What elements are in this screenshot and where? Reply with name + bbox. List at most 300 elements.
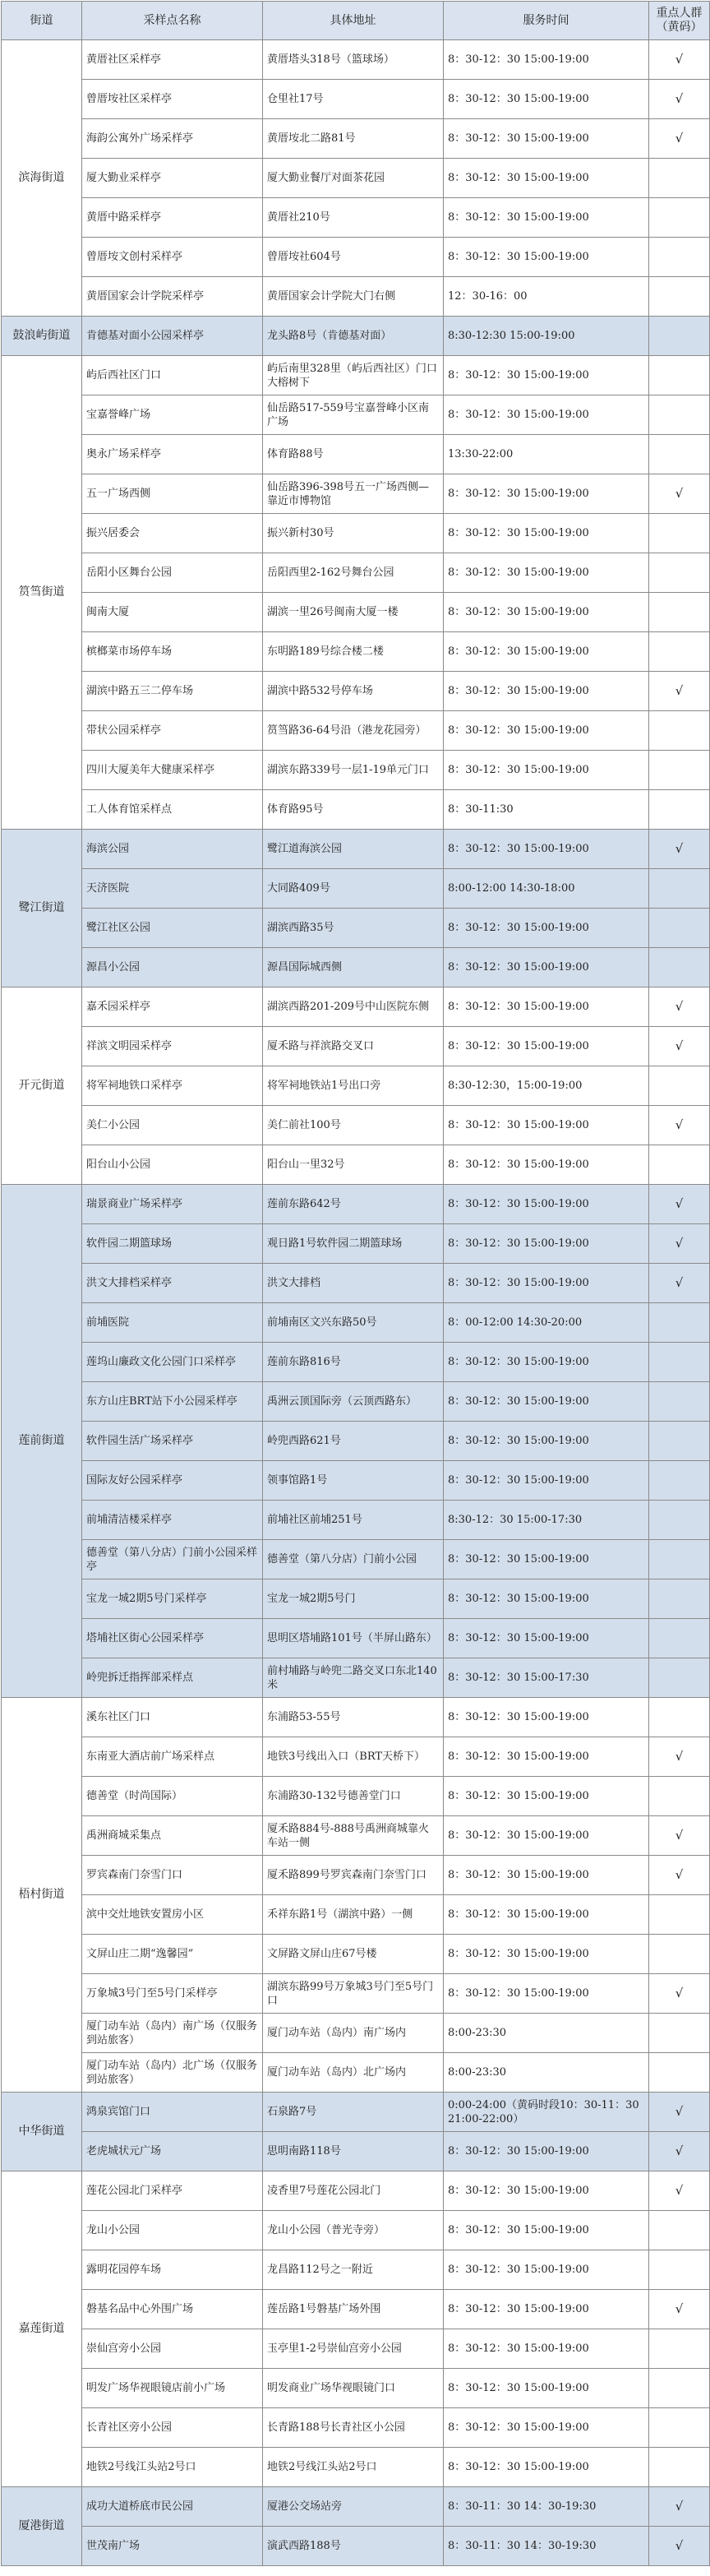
address-cell: 厦大勤业餐厅对面茶花园	[263, 159, 444, 198]
address-cell: 振兴新村30号	[263, 514, 444, 553]
hours-cell: 8：30-12：30 15:00-19:00	[444, 632, 649, 672]
key-group-mark	[649, 198, 710, 238]
site-name-cell: 莲花公园北门采样亭	[82, 2171, 263, 2211]
address-cell: 体育路95号	[263, 790, 444, 830]
table-row	[2, 2171, 710, 2211]
site-name-cell: 滨中交灶地铁安置房小区	[82, 1895, 263, 1935]
table-row	[2, 356, 710, 395]
key-group-mark	[649, 2014, 710, 2053]
site-name-cell: 莲坞山廉政文化公园门口采样亭	[82, 1343, 263, 1382]
street-name-cell: 筼筜街道	[2, 356, 82, 830]
site-name-cell: 罗宾森南门奈雪门口	[82, 1856, 263, 1895]
hours-cell: 8：30-12：30 15:00-19:00	[444, 1619, 649, 1658]
hours-cell: 8：30-12：30 15:00-19:00	[444, 119, 649, 159]
col-header-street: 街道	[2, 2, 82, 40]
site-name-cell: 软件园生活广场采样亭	[82, 1422, 263, 1461]
site-name-cell: 鸿泉宾馆门口	[82, 2093, 263, 2132]
address-cell: 观日路1号软件园二期篮球场	[263, 1224, 444, 1264]
street-name-cell: 鼓浪屿街道	[2, 317, 82, 356]
site-name-cell: 宝嘉誉峰广场	[82, 395, 263, 435]
site-name-cell: 曾厝垵社区采样亭	[82, 80, 263, 119]
site-name-cell: 带状公园采样亭	[82, 711, 263, 751]
hours-cell: 8：30-12：30 15:00-19:00	[444, 1382, 649, 1422]
table-row	[2, 1658, 710, 1698]
site-name-cell: 岭兜拆迁指挥部采样点	[82, 1658, 263, 1698]
address-cell: 阳台山一里32号	[263, 1145, 444, 1185]
hours-cell: 0:00-24:00（黄码时段10：30-11：30 21:00-22:00）	[444, 2093, 649, 2132]
hours-cell: 8：30-12：30 15:00-19:00	[444, 1106, 649, 1145]
site-name-cell: 天济医院	[82, 869, 263, 909]
hours-cell: 8：30-12：30 15:00-19:00	[444, 2171, 649, 2211]
site-name-cell: 海滨公园	[82, 830, 263, 869]
table-row	[2, 1264, 710, 1303]
hours-cell: 8：30-12：30 15:00-19:00	[444, 1224, 649, 1264]
address-cell: 宝龙一城2期5号门	[263, 1579, 444, 1619]
hours-cell: 8：30-12：30 15:00-19:00	[444, 1264, 649, 1303]
table-row	[2, 2290, 710, 2329]
hours-cell: 8：30-12：30 15:00-19:00	[444, 751, 649, 790]
address-cell: 筼筜路36-64号沿（港龙花园旁）	[263, 711, 444, 751]
table-row	[2, 2053, 710, 2093]
table-row	[2, 2369, 710, 2408]
site-name-cell: 龙山小公园	[82, 2211, 263, 2250]
table-row	[2, 2211, 710, 2250]
hours-cell: 8：30-12：30 15:00-19:00	[444, 2290, 649, 2329]
address-cell: 曾厝垵社604号	[263, 238, 444, 277]
site-name-cell: 美仁小公园	[82, 1106, 263, 1145]
address-cell: 湖滨西路201-209号中山医院东侧	[263, 987, 444, 1027]
table-row	[2, 238, 710, 277]
address-cell: 湖滨东路99号万象城3号门至5号门口	[263, 1974, 444, 2014]
table-row	[2, 1501, 710, 1540]
address-cell: 前埔南区文兴东路50号	[263, 1303, 444, 1343]
key-group-mark	[649, 909, 710, 948]
address-cell: 湖滨中路532号停车场	[263, 672, 444, 711]
table-row	[2, 1461, 710, 1501]
site-name-cell: 工人体育馆采样点	[82, 790, 263, 830]
key-group-mark	[649, 553, 710, 593]
site-name-cell: 嘉禾园采样亭	[82, 987, 263, 1027]
table-row	[2, 2527, 710, 2566]
site-name-cell: 源昌小公园	[82, 948, 263, 987]
site-name-cell: 黄厝社区采样亭	[82, 40, 263, 80]
hours-cell: 8：30-12：30 15:00-17:30	[444, 1658, 649, 1698]
table-row	[2, 1777, 710, 1816]
key-group-mark: √	[649, 1106, 710, 1145]
key-group-mark	[649, 2369, 710, 2408]
hours-cell: 8：30-12：30 15:00-19:00	[444, 1461, 649, 1501]
key-group-mark: √	[649, 2132, 710, 2171]
hours-cell: 8：30-12：30 15:00-19:00	[444, 2132, 649, 2171]
key-group-mark: √	[649, 1264, 710, 1303]
street-name-cell: 莲前街道	[2, 1185, 82, 1698]
key-group-mark: √	[649, 40, 710, 80]
key-group-mark	[649, 1935, 710, 1974]
site-name-cell: 阳台山小公园	[82, 1145, 263, 1185]
hours-cell: 8：30-12：30 15:00-19:00	[444, 1737, 649, 1777]
table-row	[2, 2329, 710, 2369]
hours-cell: 8：30-12：30 15:00-19:00	[444, 830, 649, 869]
site-name-cell: 德善堂（第八分店）门前小公园采样亭	[82, 1540, 263, 1579]
site-name-cell: 东南亚大酒店前广场采样点	[82, 1737, 263, 1777]
table-row	[2, 2487, 710, 2527]
key-group-mark	[649, 1777, 710, 1816]
col-header-hours: 服务时间	[444, 2, 649, 40]
hours-cell: 8：30-12：30 15:00-19:00	[444, 1816, 649, 1856]
hours-cell: 8:30-12:30，15:00-19:00	[444, 1066, 649, 1106]
site-name-cell: 屿后西社区门口	[82, 356, 263, 395]
table-row	[2, 159, 710, 198]
address-cell: 前村埔路与岭兜二路交叉口东北140米	[263, 1658, 444, 1698]
site-name-cell: 四川大厦美年大健康采样亭	[82, 751, 263, 790]
hours-cell: 8:00-12:00 14:30-18:00	[444, 869, 649, 909]
address-cell: 厦禾路899号罗宾森南门奈雪门口	[263, 1856, 444, 1895]
key-group-mark	[649, 159, 710, 198]
key-group-mark: √	[649, 1737, 710, 1777]
address-cell: 演武西路188号	[263, 2527, 444, 2566]
key-group-mark	[649, 2408, 710, 2448]
table-row	[2, 1619, 710, 1658]
hours-cell: 8:00-23:30	[444, 2053, 649, 2093]
key-group-mark	[649, 790, 710, 830]
table-row	[2, 987, 710, 1027]
table-row	[2, 435, 710, 474]
address-cell: 禹洲云顶国际旁（云顶西路东）	[263, 1382, 444, 1422]
key-group-mark	[649, 593, 710, 632]
site-name-cell: 崇仙宫旁小公园	[82, 2329, 263, 2369]
key-group-mark: √	[649, 672, 710, 711]
street-name-cell: 嘉莲街道	[2, 2171, 82, 2487]
address-cell: 仓里社17号	[263, 80, 444, 119]
site-name-cell: 露明花园停车场	[82, 2250, 263, 2290]
hours-cell: 8：30-12：30 15:00-19:00	[444, 159, 649, 198]
table-row	[2, 474, 710, 514]
site-name-cell: 塔埔社区街心公园采样亭	[82, 1619, 263, 1658]
site-name-cell: 肯德基对面小公园采样亭	[82, 317, 263, 356]
site-name-cell: 前埔医院	[82, 1303, 263, 1343]
address-cell: 体育路88号	[263, 435, 444, 474]
key-group-mark	[649, 632, 710, 672]
table-row	[2, 40, 710, 80]
site-name-cell: 文屏山庄二期“逸馨园”	[82, 1935, 263, 1974]
key-group-mark	[649, 1343, 710, 1382]
address-cell: 凌香里7号莲花公园北门	[263, 2171, 444, 2211]
key-group-mark	[649, 1382, 710, 1422]
key-group-mark: √	[649, 1816, 710, 1856]
address-cell: 文屏路文屏山庄67号楼	[263, 1935, 444, 1974]
address-cell: 将军祠地铁站1号出口旁	[263, 1066, 444, 1106]
address-cell: 莲前东路642号	[263, 1185, 444, 1224]
table-row	[2, 514, 710, 553]
hours-cell: 8：30-12：30 15:00-19:00	[444, 593, 649, 632]
address-cell: 长青路188号长青社区小公园	[263, 2408, 444, 2448]
site-name-cell: 槟榔菜市场停车场	[82, 632, 263, 672]
table-row	[2, 1974, 710, 2014]
table-row	[2, 2093, 710, 2132]
table-row	[2, 198, 710, 238]
site-name-cell: 老虎城状元广场	[82, 2132, 263, 2171]
site-name-cell: 厦门动车站（岛内）南广场（仅服务到站旅客）	[82, 2014, 263, 2053]
key-group-mark	[649, 1540, 710, 1579]
hours-cell: 13:30-22:00	[444, 435, 649, 474]
key-group-mark	[649, 948, 710, 987]
hours-cell: 8：30-12：30 15:00-19:00	[444, 2250, 649, 2290]
table-row	[2, 1856, 710, 1895]
key-group-mark: √	[649, 2171, 710, 2211]
address-cell: 厦禾路884号-888号禹洲商城靠火车站一侧	[263, 1816, 444, 1856]
key-group-mark	[649, 1579, 710, 1619]
key-group-mark	[649, 1501, 710, 1540]
site-name-cell: 溪东社区门口	[82, 1698, 263, 1737]
table-row	[2, 1540, 710, 1579]
site-name-cell: 黄厝国家会计学院采样亭	[82, 277, 263, 317]
table-row	[2, 1224, 710, 1264]
address-cell: 仙岳路396-398号五一广场西侧—靠近市博物馆	[263, 474, 444, 514]
key-group-mark	[649, 1895, 710, 1935]
key-group-mark: √	[649, 474, 710, 514]
street-name-cell: 开元街道	[2, 987, 82, 1185]
key-group-mark	[649, 1698, 710, 1737]
address-cell: 东浦路30-132号德善堂门口	[263, 1777, 444, 1816]
key-group-mark	[649, 2250, 710, 2290]
address-cell: 莲前东路816号	[263, 1343, 444, 1382]
street-name-cell: 鹭江街道	[2, 830, 82, 987]
hours-cell: 8：30-12：30 15:00-19:00	[444, 356, 649, 395]
key-group-mark: √	[649, 1027, 710, 1066]
key-group-mark	[649, 395, 710, 435]
table-row	[2, 1698, 710, 1737]
address-cell: 岭兜西路621号	[263, 1422, 444, 1461]
site-name-cell: 磐基名品中心外围广场	[82, 2290, 263, 2329]
hours-cell: 8：30-12：30 15:00-19:00	[444, 474, 649, 514]
site-name-cell: 万象城3号门至5号门采样亭	[82, 1974, 263, 2014]
table-row	[2, 2448, 710, 2487]
table-row	[2, 1579, 710, 1619]
hours-cell: 8：30-12：30 15:00-19:00	[444, 238, 649, 277]
table-row	[2, 1737, 710, 1777]
address-cell: 厦禾路与祥滨路交叉口	[263, 1027, 444, 1066]
key-group-mark: √	[649, 987, 710, 1027]
key-group-mark: √	[649, 2487, 710, 2527]
table-row	[2, 790, 710, 830]
site-name-cell: 湖滨中路五三二停车场	[82, 672, 263, 711]
table-row	[2, 80, 710, 119]
address-cell: 美仁前社100号	[263, 1106, 444, 1145]
address-cell: 龙昌路112号之一附近	[263, 2250, 444, 2290]
table-row	[2, 948, 710, 987]
site-name-cell: 振兴居委会	[82, 514, 263, 553]
address-cell: 湖滨西路35号	[263, 909, 444, 948]
key-group-mark: √	[649, 2527, 710, 2566]
key-group-mark: √	[649, 1974, 710, 2014]
address-cell: 屿后南里328里（屿后西社区）门口大榕树下	[263, 356, 444, 395]
key-group-mark: √	[649, 1856, 710, 1895]
hours-cell: 8：30-12：30 15:00-19:00	[444, 1856, 649, 1895]
address-cell: 洪文大排档	[263, 1264, 444, 1303]
address-cell: 领事馆路1号	[263, 1461, 444, 1501]
hours-cell: 8：30-12：30 15:00-19:00	[444, 1777, 649, 1816]
table-row	[2, 1382, 710, 1422]
table-body	[2, 40, 710, 2566]
table-row	[2, 1106, 710, 1145]
key-group-mark	[649, 238, 710, 277]
site-name-cell: 宝龙一城2期5号门采样亭	[82, 1579, 263, 1619]
key-group-mark	[649, 1461, 710, 1501]
address-cell: 禾祥东路1号（湖滨中路）一侧	[263, 1895, 444, 1935]
site-name-cell: 东方山庄BRT站下小公园采样亭	[82, 1382, 263, 1422]
table-row	[2, 830, 710, 869]
key-group-mark: √	[649, 80, 710, 119]
address-cell: 黄厝国家会计学院大门右侧	[263, 277, 444, 317]
table-row	[2, 1185, 710, 1224]
key-group-mark	[649, 2448, 710, 2487]
table-row	[2, 1935, 710, 1974]
hours-cell: 8:30-12:30 15:00-19:00	[444, 317, 649, 356]
address-cell: 厦港公交场站旁	[263, 2487, 444, 2527]
hours-cell: 8:00-23:30	[444, 2014, 649, 2053]
site-name-cell: 国际友好公园采样亭	[82, 1461, 263, 1501]
hours-cell: 8：30-12：30 15:00-19:00	[444, 80, 649, 119]
key-group-mark	[649, 1658, 710, 1698]
site-name-cell: 前埔清洁楼采样亭	[82, 1501, 263, 1540]
table-row	[2, 1145, 710, 1185]
address-cell: 厦门动车站（岛内）北广场内	[263, 2053, 444, 2093]
hours-cell: 8：30-12：30 15:00-19:00	[444, 1185, 649, 1224]
hours-cell: 8：30-11：30 14：30-19:30	[444, 2487, 649, 2527]
address-cell: 莲岳路1号磐基广场外围	[263, 2290, 444, 2329]
site-name-cell: 软件园二期篮球场	[82, 1224, 263, 1264]
site-name-cell: 海韵公寓外广场采样亭	[82, 119, 263, 159]
address-cell: 东明路189号综合楼二楼	[263, 632, 444, 672]
hours-cell: 8：30-12：30 15:00-19:00	[444, 1027, 649, 1066]
site-name-cell: 地铁2号线江头站2号口	[82, 2448, 263, 2487]
hours-cell: 8：30-12：30 15:00-19:00	[444, 1540, 649, 1579]
site-name-cell: 明发广场华视眼镜店前小广场	[82, 2369, 263, 2408]
hours-cell: 8：30-12：30 15:00-19:00	[444, 1895, 649, 1935]
table-row	[2, 869, 710, 909]
address-cell: 龙山小公园（普光寺旁）	[263, 2211, 444, 2250]
address-cell: 黄厝社210号	[263, 198, 444, 238]
address-cell: 厦门动车站（岛内）南广场内	[263, 2014, 444, 2053]
address-cell: 龙头路8号（肯德基对面）	[263, 317, 444, 356]
hours-cell: 8：30-12：30 15:00-19:00	[444, 1343, 649, 1382]
street-name-cell: 中华街道	[2, 2093, 82, 2171]
address-cell: 大同路409号	[263, 869, 444, 909]
site-name-cell: 奥永广场采样亭	[82, 435, 263, 474]
table-row	[2, 395, 710, 435]
address-cell: 思明区塔埔路101号（半屏山路东）	[263, 1619, 444, 1658]
header-row	[2, 2, 710, 40]
site-name-cell: 瑞景商业广场采样亭	[82, 1185, 263, 1224]
key-group-mark	[649, 1422, 710, 1461]
site-name-cell: 五一广场西侧	[82, 474, 263, 514]
hours-cell: 8：30-12：30 15:00-19:00	[444, 2369, 649, 2408]
address-cell: 石泉路7号	[263, 2093, 444, 2132]
hours-cell: 8：30-12：30 15:00-19:00	[444, 987, 649, 1027]
site-name-cell: 厦门动车站（岛内）北广场（仅服务到站旅客）	[82, 2053, 263, 2093]
site-name-cell: 长青社区旁小公园	[82, 2408, 263, 2448]
hours-cell: 8：30-12：30 15:00-19:00	[444, 2211, 649, 2250]
table-row	[2, 672, 710, 711]
key-group-mark	[649, 711, 710, 751]
key-group-mark	[649, 317, 710, 356]
site-name-cell: 德善堂（时尚国际）	[82, 1777, 263, 1816]
site-name-cell: 岳阳小区舞台公园	[82, 553, 263, 593]
hours-cell: 8：30-12：30 15:00-19:00	[444, 1974, 649, 2014]
key-group-mark	[649, 2053, 710, 2093]
site-name-cell: 闽南大厦	[82, 593, 263, 632]
address-cell: 鹭江道海滨公园	[263, 830, 444, 869]
key-group-mark: √	[649, 1224, 710, 1264]
table-row	[2, 119, 710, 159]
col-header-address: 具体地址	[263, 2, 444, 40]
address-cell: 德善堂（第八分店）门前小公园	[263, 1540, 444, 1579]
site-name-cell: 厦大勤业采样亭	[82, 159, 263, 198]
site-name-cell: 曾厝垵文创村采样亭	[82, 238, 263, 277]
address-cell: 思明南路118号	[263, 2132, 444, 2171]
site-name-cell: 禹洲商城采集点	[82, 1816, 263, 1856]
hours-cell: 8：30-12：30 15:00-19:00	[444, 1422, 649, 1461]
table-row	[2, 909, 710, 948]
site-name-cell: 成功大道桥底市民公园	[82, 2487, 263, 2527]
hours-cell: 8：30-12：30 15:00-19:00	[444, 1145, 649, 1185]
table-row	[2, 2014, 710, 2053]
address-cell: 仙岳路517-559号宝嘉誉峰小区南广场	[263, 395, 444, 435]
hours-cell: 8：30-12：30 15:00-19:00	[444, 909, 649, 948]
key-group-mark: √	[649, 2093, 710, 2132]
address-cell: 地铁3号线出入口（BRT天桥下）	[263, 1737, 444, 1777]
key-group-mark: √	[649, 2290, 710, 2329]
street-name-cell: 梧村街道	[2, 1698, 82, 2093]
key-group-mark	[649, 277, 710, 317]
key-group-mark: √	[649, 119, 710, 159]
address-cell: 东浦路53-55号	[263, 1698, 444, 1737]
address-cell: 黄厝垵北二路81号	[263, 119, 444, 159]
key-group-mark	[649, 2211, 710, 2250]
table-row	[2, 317, 710, 356]
hours-cell: 8：30-12：30 15:00-19:00	[444, 2408, 649, 2448]
table-row	[2, 1066, 710, 1106]
key-group-mark	[649, 1303, 710, 1343]
address-cell: 湖滨东路339号一层1-19单元门口	[263, 751, 444, 790]
street-name-cell: 滨海街道	[2, 40, 82, 317]
hours-cell: 8：30-12：30 15:00-19:00	[444, 1579, 649, 1619]
table-row	[2, 1895, 710, 1935]
hours-cell: 8：30-12：30 15:00-19:00	[444, 948, 649, 987]
site-name-cell: 世茂南广场	[82, 2527, 263, 2566]
hours-cell: 8：30-12：30 15:00-19:00	[444, 2329, 649, 2369]
table-row	[2, 2408, 710, 2448]
table-row	[2, 553, 710, 593]
key-group-mark	[649, 869, 710, 909]
table-row	[2, 1422, 710, 1461]
hours-cell: 8:30-12：30 15:00-17:30	[444, 1501, 649, 1540]
site-name-cell: 洪文大排档采样亭	[82, 1264, 263, 1303]
hours-cell: 8：30-12：30 15:00-19:00	[444, 198, 649, 238]
key-group-mark	[649, 751, 710, 790]
table-row	[2, 751, 710, 790]
address-cell: 前埔社区前埔251号	[263, 1501, 444, 1540]
key-group-mark	[649, 1619, 710, 1658]
table-row	[2, 711, 710, 751]
hours-cell: 8：30-12：30 15:00-19:00	[444, 711, 649, 751]
table-row	[2, 1816, 710, 1856]
col-header-key-group: 重点人群（黄码）	[649, 2, 710, 40]
site-name-cell: 黄厝中路采样亭	[82, 198, 263, 238]
address-cell: 地铁2号线江头站2号口	[263, 2448, 444, 2487]
key-group-mark	[649, 356, 710, 395]
table-row	[2, 632, 710, 672]
